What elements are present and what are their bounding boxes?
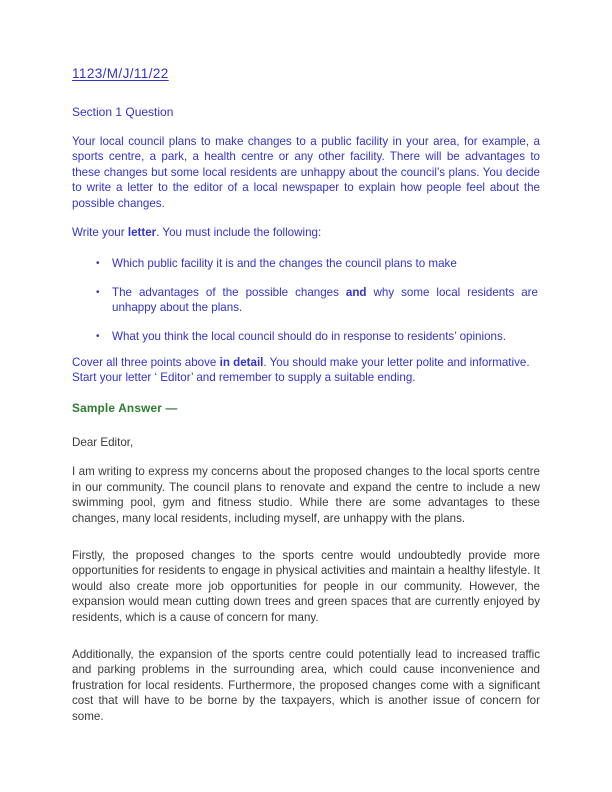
write-instruction-part1: Write your bbox=[72, 226, 128, 240]
bullet-part1: Which public facility it is and the changes the council plans to make bbox=[112, 257, 457, 271]
bullet-part1: What you think the local council should do in response to residents’ opinions. bbox=[112, 329, 506, 343]
cover-points-note bbox=[72, 355, 540, 386]
bullet-icon: • bbox=[96, 286, 100, 298]
bullet-text bbox=[112, 329, 540, 344]
note-part1: Cover all three points above bbox=[72, 356, 220, 370]
letter-salutation: Dear Editor, bbox=[72, 435, 134, 449]
write-instruction-bold: letter bbox=[127, 226, 157, 240]
bullet-icon: • bbox=[96, 330, 100, 342]
bullet-list bbox=[72, 256, 540, 344]
bullet-bold: and bbox=[345, 285, 367, 299]
bullet-part1: The advantages of the possible changes bbox=[112, 285, 346, 299]
bullet-item-facility bbox=[72, 256, 540, 271]
note-bold: in detail bbox=[219, 356, 264, 370]
sample-answer-label: Sample Answer — bbox=[72, 400, 178, 415]
section-heading: Section 1 Question bbox=[72, 105, 174, 119]
cover-points-line2: Start your letter ‘ Editor’ and remember to supply a suitable ending. bbox=[72, 371, 416, 385]
bullet-part2: why some local residents are unhappy about the plans. bbox=[112, 285, 538, 315]
bullet-text bbox=[112, 256, 540, 271]
cover-points-line1 bbox=[72, 355, 540, 370]
letter-paragraph-3: Additionally, the expansion of the sports centre could potentially lead to increased traffic and parking problems in the surrounding area, which could cause inconvenience and frustration for local residents. Furthermore, the proposed changes come with a significant cost that will have to be borne by the taxpayers, which is another issue of concern for some. bbox=[72, 647, 540, 723]
letter-paragraph-2: Firstly, the proposed changes to the sports centre would undoubtedly provide more opportunities for residents to engage in physical activities and maintain a healthy lifestyle. It would also create more job opportunities for people in our community. However, the expansion would mean cutting down trees and green spaces that are currently enjoyed by residents, which is a cause of concern for many. bbox=[72, 548, 540, 624]
bullet-item-advantages bbox=[72, 285, 540, 316]
write-instruction-part2: . You must include the following: bbox=[156, 226, 322, 240]
bullet-item-council-response bbox=[72, 329, 540, 344]
note-part2: . You should make your letter polite and informative. bbox=[263, 356, 530, 370]
bullet-text bbox=[112, 285, 540, 316]
write-instruction bbox=[72, 225, 540, 240]
question-intro-paragraph: Your local council plans to make changes to a public facility in your area, for example, a sports centre, a park, a health centre or any other facility. There will be advantages to these changes but some local residents are unhappy about the council’s plans. You decide to write a letter to the editor of a local newspaper to explain how people feel about the possible changes. bbox=[72, 135, 540, 210]
bullet-icon: • bbox=[96, 258, 100, 270]
letter-paragraph-1: I am writing to express my concerns about the proposed changes to the local sports centre in our community. The council plans to renovate and expand the centre to include a new swimming pool, gym and fitness studio. While there are some advantages to these changes, many local residents, including myself, are unhappy with the plans. bbox=[72, 465, 540, 525]
document-code: 1123/M/J/11/22 bbox=[72, 66, 169, 81]
